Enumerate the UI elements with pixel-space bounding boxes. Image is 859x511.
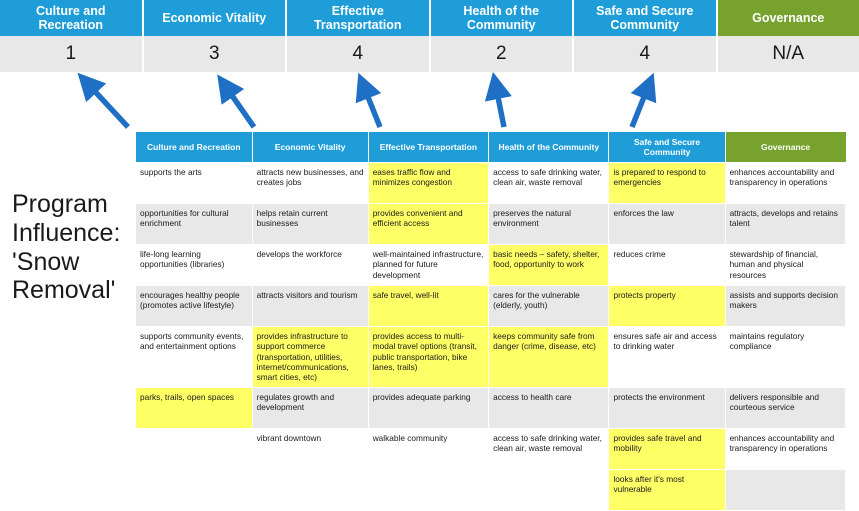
matrix-cell[interactable]: enhances accountability and transparency in operations xyxy=(725,163,845,204)
arrow-layer xyxy=(0,72,859,134)
matrix-body xyxy=(136,163,846,511)
matrix-cell[interactable]: delivers responsible and courteous service xyxy=(725,387,845,428)
matrix-cell[interactable]: access to safe drinking water, clean air, waste removal xyxy=(489,163,609,204)
priority-header-culture-and-recreation[interactable]: Culture and Recreation xyxy=(0,0,144,36)
matrix-cell[interactable]: provides convenient and efficient access xyxy=(368,204,488,245)
matrix-header-safe-and-secure-community: Safe and Secure Community xyxy=(609,132,725,163)
table-row xyxy=(136,245,846,286)
matrix-cell[interactable]: maintains regulatory compliance xyxy=(725,327,845,388)
matrix-cell[interactable]: helps retain current businesses xyxy=(252,204,368,245)
matrix-cell[interactable]: attracts visitors and tourism xyxy=(252,286,368,327)
priority-header-row xyxy=(0,0,859,36)
matrix-header-row xyxy=(136,132,846,163)
priority-header-health-of-the-community[interactable]: Health of the Community xyxy=(431,0,575,36)
score-effective-transportation: 4 xyxy=(287,36,431,72)
table-row xyxy=(136,204,846,245)
matrix-cell[interactable]: access to health care xyxy=(489,387,609,428)
matrix-cell xyxy=(489,469,609,510)
matrix-cell[interactable]: eases traffic flow and minimizes congestion xyxy=(368,163,488,204)
priority-header-governance[interactable]: Governance xyxy=(718,0,859,36)
caption-line-2: Influence: xyxy=(12,219,137,248)
matrix-cell[interactable]: encourages healthy people (promotes active lifestyle) xyxy=(136,286,252,327)
arrow-effective-transportation xyxy=(364,87,380,127)
matrix-cell[interactable]: safe travel, well-lit xyxy=(368,286,488,327)
matrix-cell[interactable]: ensures safe air and access to drinking water xyxy=(609,327,725,388)
matrix-cell[interactable]: walkable community xyxy=(368,428,488,469)
score-governance: N/A xyxy=(718,36,859,72)
matrix-cell[interactable]: enhances accountability and transparency in operations xyxy=(725,428,845,469)
matrix-cell[interactable]: looks after it's most vulnerable xyxy=(609,469,725,510)
matrix-cell[interactable]: regulates growth and development xyxy=(252,387,368,428)
program-influence-caption xyxy=(12,190,137,305)
priority-header-effective-transportation[interactable]: Effective Transportation xyxy=(287,0,431,36)
score-economic-vitality: 3 xyxy=(144,36,288,72)
matrix-cell[interactable]: provides adequate parking xyxy=(368,387,488,428)
matrix-cell xyxy=(136,428,252,469)
matrix-cell[interactable]: stewardship of financial, human and physical resources xyxy=(725,245,845,286)
matrix-header-governance: Governance xyxy=(725,132,845,163)
matrix-cell[interactable]: well-maintained infrastructure, planned for future development xyxy=(368,245,488,286)
matrix-cell[interactable]: provides access to multi-modal travel options (transit, public transportation, bike lanes, trails) xyxy=(368,327,488,388)
matrix-cell[interactable]: develops the workforce xyxy=(252,245,368,286)
matrix-cell[interactable]: assists and supports decision makers xyxy=(725,286,845,327)
matrix-cell[interactable]: parks, trails, open spaces xyxy=(136,387,252,428)
priority-header-economic-vitality[interactable]: Economic Vitality xyxy=(144,0,288,36)
matrix-cell[interactable]: opportunities for cultural enrichment xyxy=(136,204,252,245)
matrix-header-economic-vitality: Economic Vitality xyxy=(252,132,368,163)
matrix-cell[interactable]: basic needs – safety, shelter, food, opportunity to work xyxy=(489,245,609,286)
table-row xyxy=(136,327,846,388)
matrix-cell[interactable]: protects the environment xyxy=(609,387,725,428)
priority-outcomes-matrix xyxy=(136,132,846,511)
matrix-cell[interactable]: attracts, develops and retains talent xyxy=(725,204,845,245)
table-row xyxy=(136,163,846,204)
arrow-culture-and-recreation xyxy=(88,84,128,127)
matrix-cell[interactable]: provides infrastructure to support commerce (transportation, utilities, internet/communications, smart cities, etc) xyxy=(252,327,368,388)
arrow-health-of-the-community xyxy=(496,87,504,127)
caption-line-4: Removal' xyxy=(12,276,137,305)
arrow-economic-vitality xyxy=(226,87,254,127)
table-row xyxy=(136,469,846,510)
matrix-cell xyxy=(725,469,845,510)
matrix-cell[interactable]: reduces crime xyxy=(609,245,725,286)
matrix-cell[interactable]: protects property xyxy=(609,286,725,327)
caption-line-1: Program xyxy=(12,190,137,219)
score-safe-and-secure-community: 4 xyxy=(574,36,718,72)
table-row xyxy=(136,387,846,428)
matrix-cell[interactable]: vibrant downtown xyxy=(252,428,368,469)
matrix-cell xyxy=(368,469,488,510)
priority-header-safe-and-secure-community[interactable]: Safe and Secure Community xyxy=(574,0,718,36)
matrix-cell[interactable]: cares for the vulnerable (elderly, youth) xyxy=(489,286,609,327)
matrix-cell[interactable]: enforces the law xyxy=(609,204,725,245)
matrix-header-culture-and-recreation: Culture and Recreation xyxy=(136,132,252,163)
priority-score-row xyxy=(0,36,859,72)
matrix-header-effective-transportation: Effective Transportation xyxy=(368,132,488,163)
score-culture-and-recreation: 1 xyxy=(0,36,144,72)
matrix-cell xyxy=(136,469,252,510)
matrix-cell[interactable]: provides safe travel and mobility xyxy=(609,428,725,469)
table-row xyxy=(136,286,846,327)
strategic-priorities-score-bar xyxy=(0,0,859,72)
matrix-header-health-of-the-community: Health of the Community xyxy=(489,132,609,163)
matrix-cell[interactable]: supports community events, and entertainment options xyxy=(136,327,252,388)
caption-line-3: 'Snow xyxy=(12,248,137,277)
matrix-cell[interactable]: access to safe drinking water, clean air, waste removal xyxy=(489,428,609,469)
matrix-cell[interactable]: life-long learning opportunities (libraries) xyxy=(136,245,252,286)
matrix-cell xyxy=(252,469,368,510)
matrix-cell[interactable]: is prepared to respond to emergencies xyxy=(609,163,725,204)
matrix-cell[interactable]: preserves the natural environment xyxy=(489,204,609,245)
matrix-cell[interactable]: supports the arts xyxy=(136,163,252,204)
score-health-of-the-community: 2 xyxy=(431,36,575,72)
matrix-cell[interactable]: attracts new businesses, and creates jobs xyxy=(252,163,368,204)
matrix-cell[interactable]: keeps community safe from danger (crime, disease, etc) xyxy=(489,327,609,388)
table-row xyxy=(136,428,846,469)
arrow-safe-and-secure-community xyxy=(632,87,648,127)
